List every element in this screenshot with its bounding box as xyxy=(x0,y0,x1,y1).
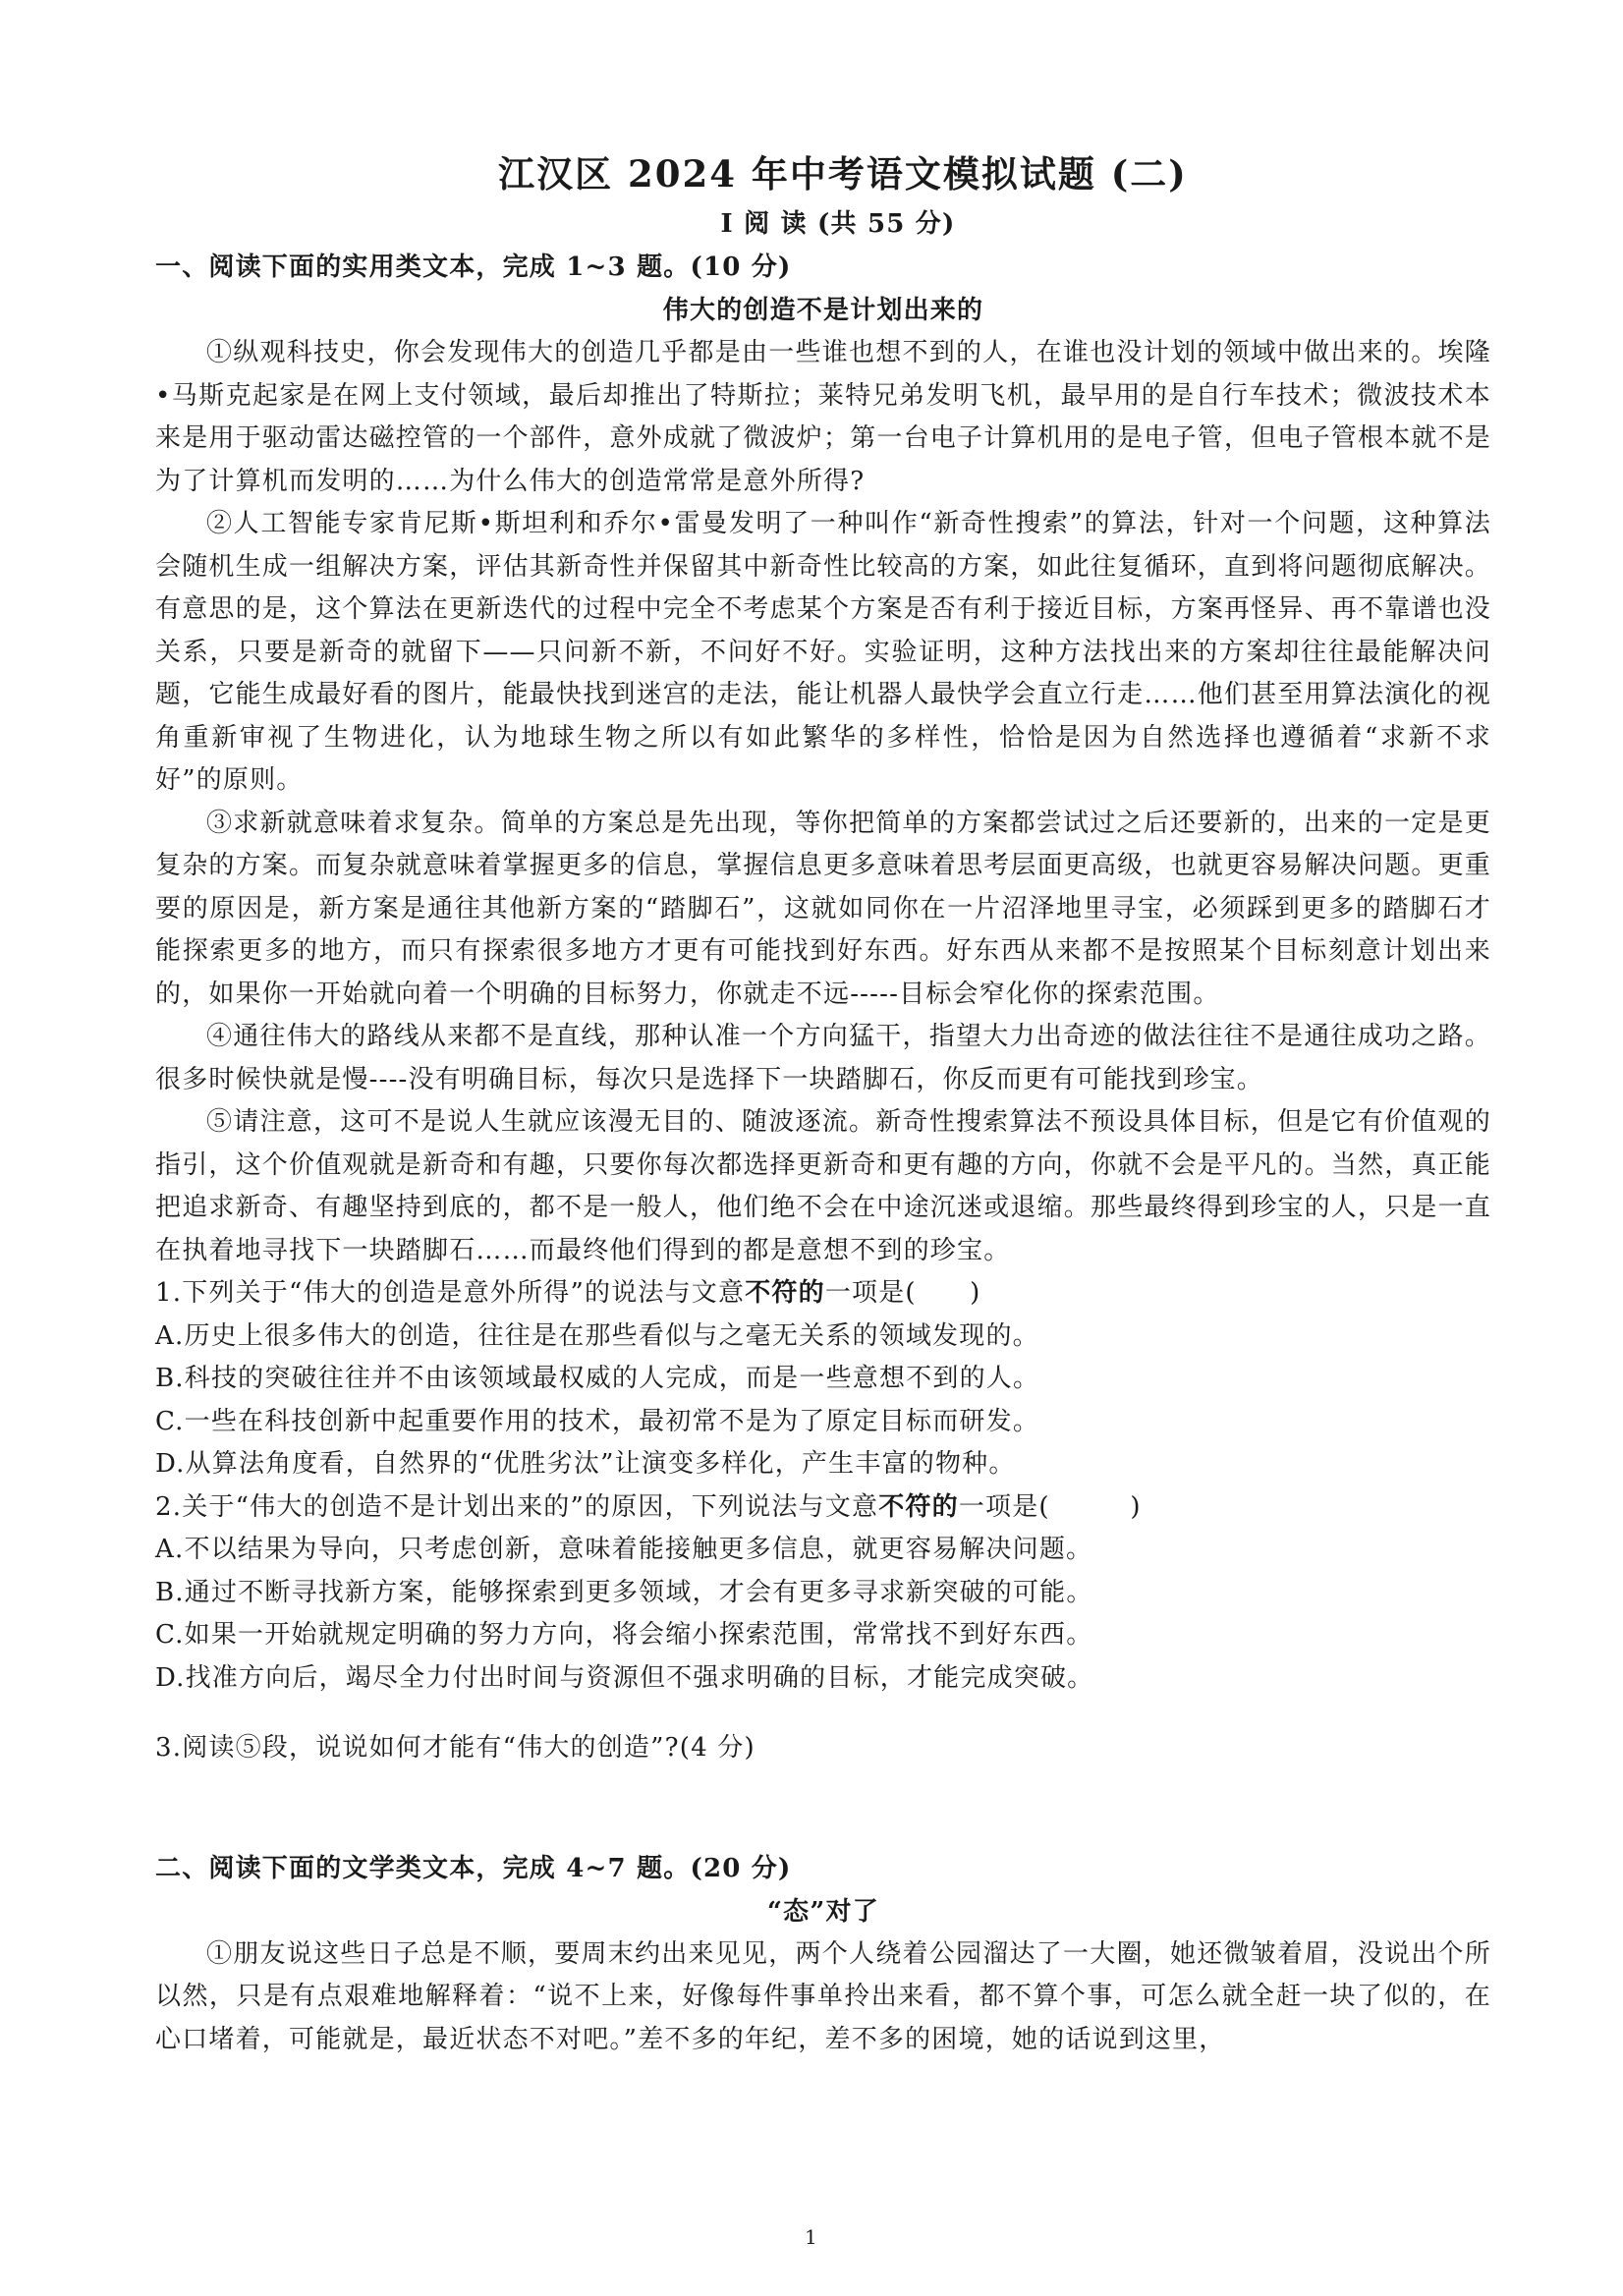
exam-title: 江汉区 2024 年中考语文模拟试题 (二) xyxy=(498,152,1188,196)
question-1-tail: 一项是( ) xyxy=(824,1278,981,1308)
question-3: 3.阅读⑤段，说说如何才能有“伟大的创造”?(4 分) xyxy=(155,1733,756,1763)
question-2-option-c: C.如果一开始就规定明确的努力方向，将会缩小探索范围，常常找不到好东西。 xyxy=(155,1620,1093,1650)
part-heading: Ⅰ 阅 读 (共 55 分) xyxy=(720,209,956,239)
question-2-option-b: B.通过不断寻找新方案，能够探索到更多领域，才会有更多寻求新突破的可能。 xyxy=(155,1577,1093,1607)
question-1 xyxy=(155,1272,1491,1316)
question-2 xyxy=(155,1486,1491,1530)
question-1-emphasis: 不符的 xyxy=(745,1278,825,1308)
article1-title: 伟大的创造不是计划出来的 xyxy=(662,296,984,325)
question-1-option-a: A.历史上很多伟大的创造，往往是在那些看似与之毫无关系的领域发现的。 xyxy=(155,1320,1039,1351)
question-1-option-c: C.一些在科技创新中起重要作用的技术，最初常不是为了原定目标而研发。 xyxy=(155,1406,1040,1436)
article1-paragraph-5: ⑤请注意，这可不是说人生就应该漫无目的、随波逐流。新奇性搜索算法不预设具体目标，但是它有价值观的指引，这个价值观就是新奇和有趣，只要你每次都选择更新奇和更有趣的方向，你就不会是平凡的。当然，真正能把追求新奇、有趣坚持到底的，都不是一般人，他们绝不会在中途沉迷或退缩。那些最终得到珍宝的人，只是一直在执着地寻找下一块踏脚石……而最终他们得到的都是意想不到的珍宝。 xyxy=(155,1107,1492,1265)
article1-paragraph-2: ②人工智能专家肯尼斯•斯坦利和乔尔•雷曼发明了一种叫作“新奇性搜索”的算法，针对一个问题，这种算法会随机生成一组解决方案，评估其新奇性并保留其中新奇性比较高的方案，如此往复循环，直到将问题彻底解决。有意思的是，这个算法在更新迭代的过程中完全不考虑某个方案是否有利于接近目标，方案再怪异、再不靠谱也没关系，只要是新奇的就留下——只问新不新，不问好不好。实验证明，这种方法找出来的方案却往往最能解决问题，它能生成最好看的图片，能最快找到迷宫的走法，能让机器人最快学会直立行走……他们甚至用算法演化的视角重新审视了生物进化，认为地球生物之所以有如此繁华的多样性，恰恰是因为自然选择也遵循着“求新不求好”的原则。 xyxy=(155,509,1492,795)
article1-paragraph-1: ①纵观科技史，你会发现伟大的创造几乎都是由一些谁也想不到的人，在谁也没计划的领域中做出来的。埃隆•马斯克起家是在网上支付领域，最后却推出了特斯拉；莱特兄弟发明飞机，最早用的是自行车技术；微波技术本来是用于驱动雷达磁控管的一个部件，意外成就了微波炉；第一台电子计算机用的是电子管，但电子管根本就不是为了计算机而发明的……为什么伟大的创造常常是意外所得? xyxy=(155,338,1492,496)
section1-heading: 一、阅读下面的实用类文本，完成 1~3 题。(10 分) xyxy=(155,252,792,282)
exam-page xyxy=(155,145,1491,2061)
question-1-option-d: D.从算法角度看，自然界的“优胜劣汰”让演变多样化，产生丰富的物种。 xyxy=(155,1449,1016,1479)
page-number: 1 xyxy=(805,2225,818,2249)
article1-paragraph-3: ③求新就意味着求复杂。简单的方案总是先出现，等你把简单的方案都尝试过之后还要新的，出来的一定是更复杂的方案。而复杂就意味着掌握更多的信息，掌握信息更多意味着思考层面更高级，也就更容易解决问题。更重要的原因是，新方案是通往其他新方案的“踏脚石”，这就如同你在一片沼泽地里寻宝，必须踩到更多的踏脚石才能探索更多的地方，而只有探索很多地方才更有可能找到好东西。好东西从来都不是按照某个目标刻意计划出来的，如果你一开始就向着一个明确的目标努力，你就走不远-----目标会窄化你的探索范围。 xyxy=(155,808,1492,1009)
spacer xyxy=(155,1700,1491,1727)
answer-space xyxy=(155,1770,1491,1847)
question-2-text: 2.关于“伟大的创造不是计划出来的”的原因，下列说法与文意 xyxy=(155,1491,879,1522)
article2-title: “态”对了 xyxy=(767,1896,879,1927)
question-2-tail: 一项是( ) xyxy=(958,1491,1142,1522)
article2-paragraph-1: ①朋友说这些日子总是不顺，要周末约出来见见，两个人绕着公园溜达了一大圈，她还微皱着眉，没说出个所以然，只是有点艰难地解释着：“说不上来，好像每件事单拎出来看，都不算个事，可怎么就全赶一块了似的，在心口堵着，可能就是，最近状态不对吧。”差不多的年纪，差不多的困境，她的话说到这里， xyxy=(155,1938,1491,2054)
question-2-option-d: D.找准方向后，竭尽全力付出时间与资源但不强求明确的目标，才能完成突破。 xyxy=(155,1662,1094,1693)
question-1-text: 1.下列关于“伟大的创造是意外所得”的说法与文意 xyxy=(155,1278,746,1308)
question-2-option-a: A.不以结果为导向，只考虑创新，意味着能接触更多信息，就更容易解决问题。 xyxy=(155,1535,1093,1564)
question-1-option-b: B.科技的突破往往并不由该领域最权威的人完成，而是一些意想不到的人。 xyxy=(155,1364,1040,1393)
section2-heading: 二、阅读下面的文学类文本，完成 4~7 题。(20 分) xyxy=(155,1853,792,1883)
question-2-emphasis: 不符的 xyxy=(878,1491,959,1522)
article1-paragraph-4: ④通往伟大的路线从来都不是直线，那种认准一个方向猛干，指望大力出奇迹的做法往往不是通往成功之路。很多时候快就是慢----没有明确目标，每次只是选择下一块踏脚石，你反而更有可能找到珍宝。 xyxy=(155,1022,1491,1094)
